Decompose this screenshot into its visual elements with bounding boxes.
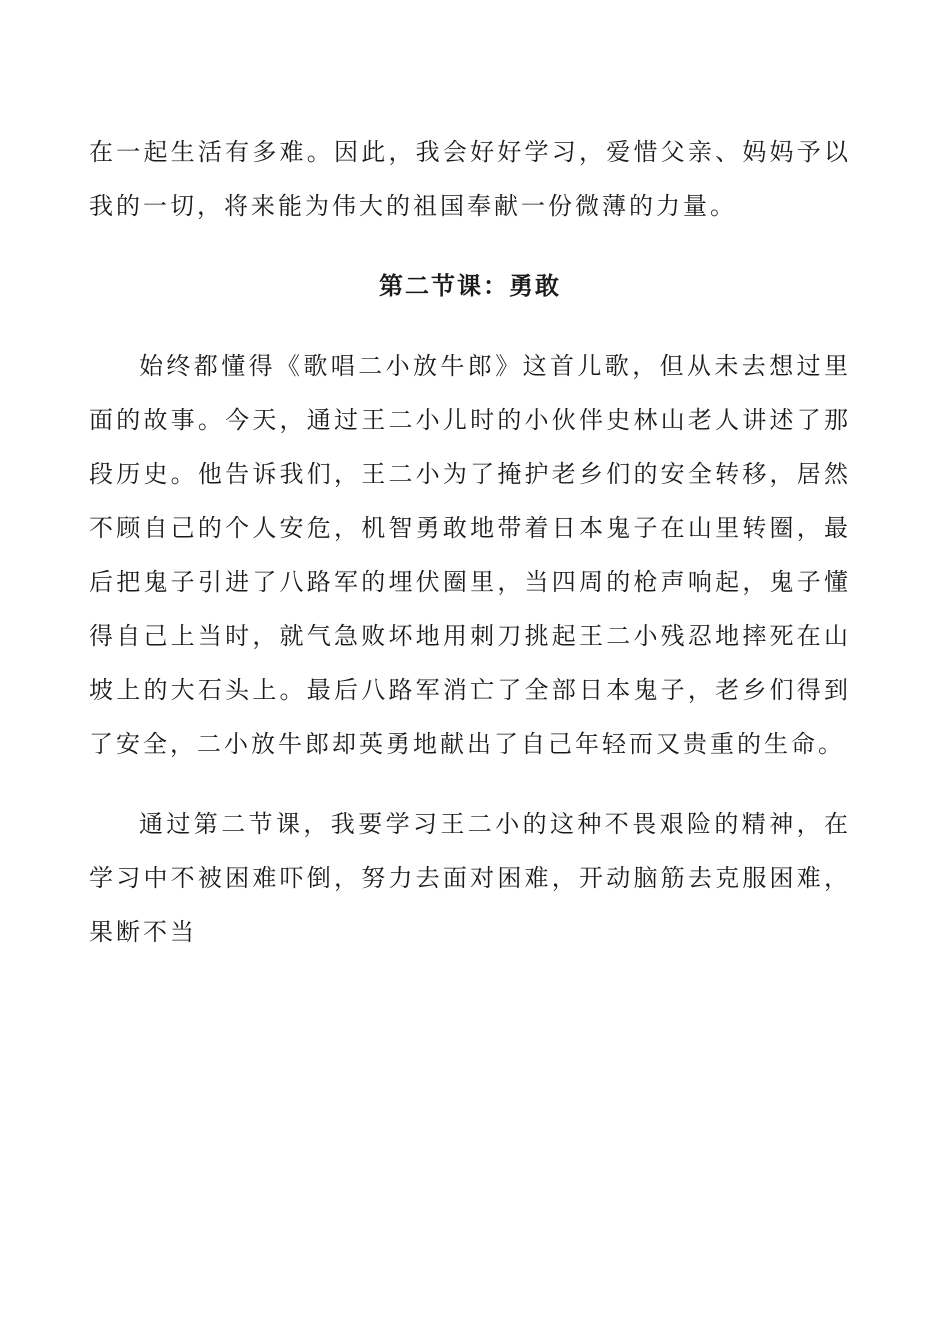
paragraph-story: 始终都懂得《歌唱二小放牛郎》这首儿歌，但从未去想过里面的故事。今天，通过王二小儿时的小伙伴史林山老人讲述了那段历史。他告诉我们，王二小为了掩护老乡们的安全转移，居然不顾自己的个人安危，机智勇敢地带着日本鬼子在山里转圈，最后把鬼子引进了八路军的埋伏圈里，当四周的枪声响起，鬼子懂得自己上当时，就气急败坏地用刺刀挑起王二小残忍地摔死在山坡上的大石头上。最后八路军消亡了全部日本鬼子，老乡们得到了安全，二小放牛郎却英勇地献出了自己年轻而又贵重的生命。 [89,352,851,758]
section-heading: 第二节课：勇敢 [379,271,561,300]
paragraph-reflection: 通过第二节课，我要学习王二小的这种不畏艰险的精神，在学习中不被困难吓倒，努力去面对困难，开动脑筋去克服困难，果断不当 [89,810,851,946]
spacer [89,233,851,259]
spacer [89,313,851,339]
paragraph-continued: 在一起生活有多难。因此，我会好好学习，爱惜父亲、妈妈予以我的一切，将来能为伟大的祖国奉献一份微薄的力量。 [89,138,851,220]
document-body [89,125,851,959]
spacer [89,771,851,797]
